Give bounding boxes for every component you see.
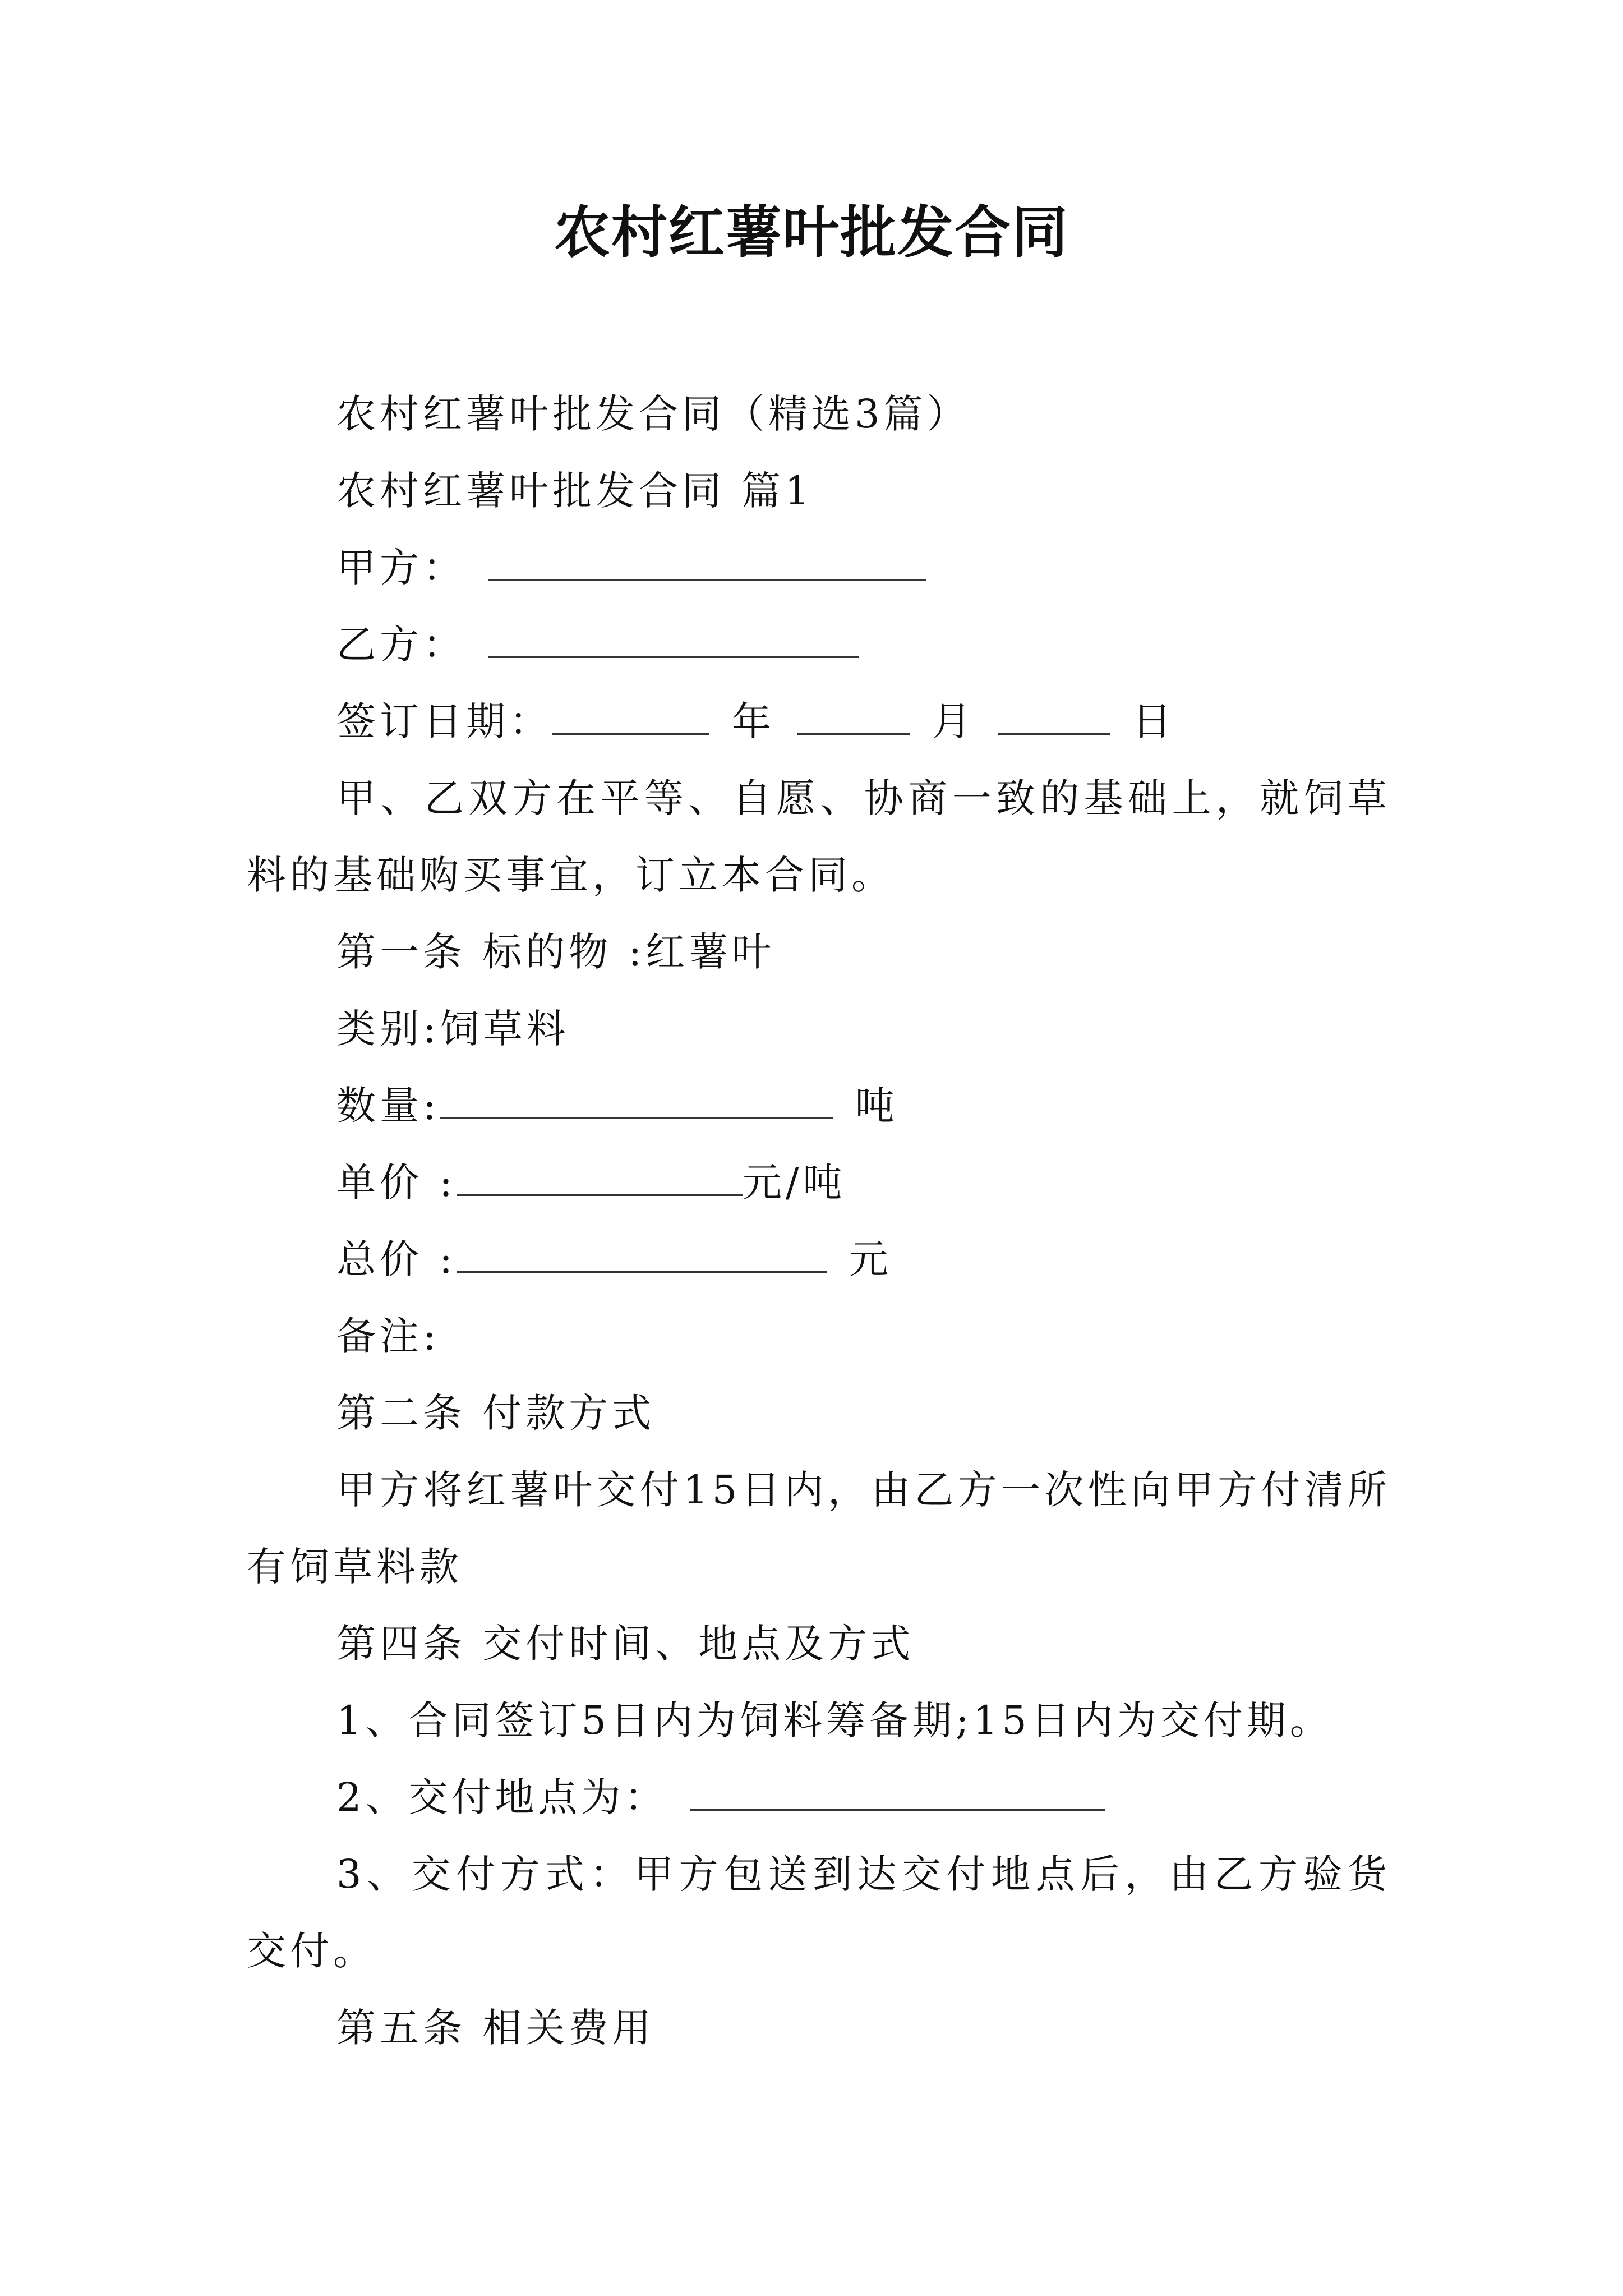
article-2-heading: 第二条 付款方式 — [336, 1390, 656, 1436]
delivery-location-label: 2、交付地点为： — [336, 1774, 668, 1820]
remarks-line: 备注: — [336, 1313, 440, 1359]
intro-paragraph: 甲、乙双方在平等、自愿、协商一致的基础上，就饲草料的基础购买事宜，订立本合同。 — [247, 775, 1391, 898]
delivery-item-3: 3、交付方式：甲方包送到达交付地点后，由乙方验货交付。 — [247, 1851, 1391, 1974]
delivery-item-2 — [247, 1759, 1391, 1836]
sign-date-label: 签订日期： — [336, 698, 552, 744]
unit-price-blank — [457, 1161, 743, 1196]
party-a-label: 甲方： — [336, 545, 466, 591]
party-b-line — [247, 606, 1391, 683]
year-label: 年 — [732, 698, 775, 744]
document-body — [247, 376, 1391, 2067]
party-a-blank — [488, 546, 926, 581]
party-b-blank — [488, 623, 859, 658]
total-price-label: 总价 : — [336, 1236, 457, 1282]
month-label: 月 — [932, 698, 975, 744]
subtitle-line: 农村红薯叶批发合同（精选3篇） — [336, 391, 970, 437]
category-line: 类别:饲草料 — [336, 1006, 570, 1052]
month-blank — [797, 700, 910, 735]
total-price-unit: 元 — [849, 1236, 892, 1282]
unit-price-line — [247, 1144, 1391, 1221]
quantity-line — [247, 1068, 1391, 1144]
article-5-heading: 第五条 相关费用 — [336, 2005, 656, 2051]
day-blank — [998, 700, 1110, 735]
article-4-heading: 第四条 交付时间、地点及方式 — [336, 1621, 915, 1667]
delivery-item-1: 1、合同签订5日内为饲料筹备期;15日内为交付期。 — [336, 1697, 1333, 1743]
year-blank — [552, 700, 709, 735]
section-heading: 农村红薯叶批发合同 篇1 — [336, 468, 814, 514]
total-price-line — [247, 1221, 1391, 1298]
unit-price-unit: 元/吨 — [742, 1159, 846, 1205]
sign-date-line — [247, 683, 1391, 760]
total-price-blank — [457, 1237, 827, 1273]
article-1-heading: 第一条 标的物 :红薯叶 — [336, 929, 776, 975]
party-a-line — [247, 530, 1391, 606]
quantity-unit: 吨 — [855, 1083, 898, 1129]
unit-price-label: 单价 : — [336, 1159, 457, 1205]
payment-paragraph: 甲方将红薯叶交付15日内，由乙方一次性向甲方付清所有饲草料款 — [247, 1467, 1391, 1590]
document-title: 农村红薯叶批发合同 — [554, 200, 1069, 265]
party-b-label: 乙方： — [336, 622, 466, 668]
quantity-label: 数量: — [336, 1083, 440, 1129]
day-label: 日 — [1132, 698, 1175, 744]
delivery-location-blank — [690, 1775, 1105, 1811]
quantity-blank — [440, 1084, 833, 1119]
